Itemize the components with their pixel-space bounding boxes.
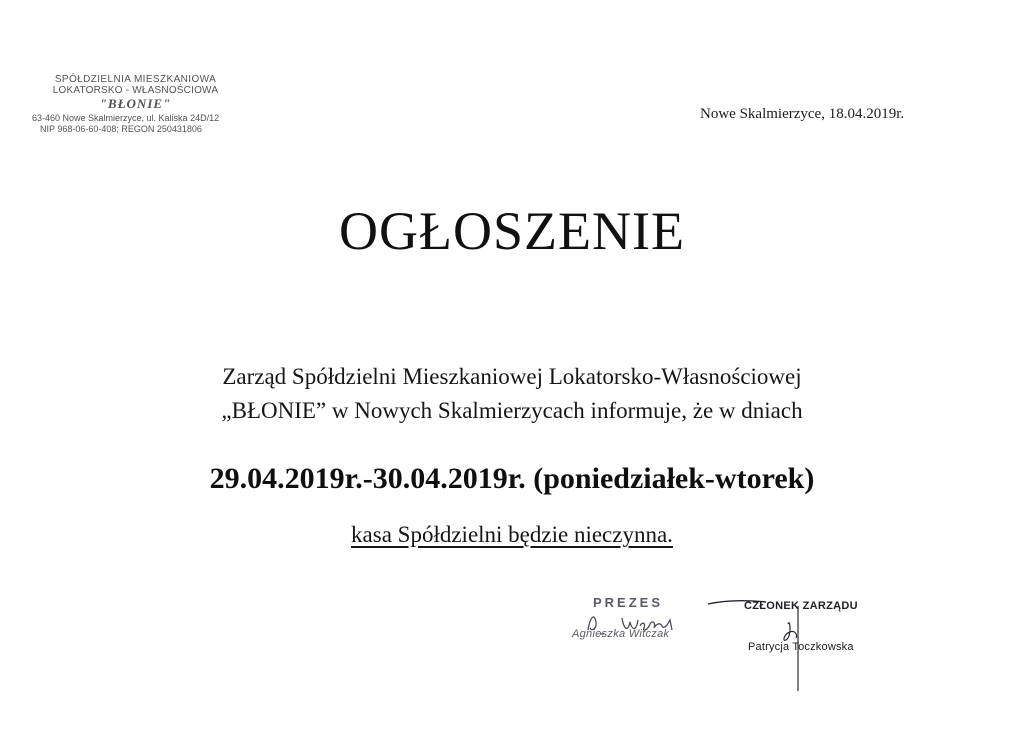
stamp-line-tax-ids: NIP 968-06-60-408; REGON 250431806 (40, 124, 202, 134)
body-line-1: Zarząd Spółdzielni Mieszkaniowej Lokatorsko-Własnościowej (222, 364, 802, 389)
president-signature-stamp (560, 590, 700, 650)
company-stamp (28, 74, 243, 135)
president-name: Agnieszka Witczak (572, 628, 670, 640)
body-line-2: „BŁONIE” w Nowych Skalmierzycach informuje, że w dniach (221, 398, 803, 423)
stamp-line-type: LOKATORSKO - WŁASNOŚCIOWA (52, 85, 219, 96)
stamp-line-name: "BŁONIE" (99, 96, 172, 111)
president-role: PREZES (593, 595, 664, 610)
announcement-body (0, 360, 1024, 428)
board-member-signature-stamp (706, 596, 876, 691)
board-member-role: CZŁONEK ZARZĄDU (744, 600, 858, 612)
document-date: Nowe Skalmierzyce, 18.04.2019r. (700, 106, 905, 122)
closure-notice (0, 522, 1024, 548)
stamp-line-address: 63-460 Nowe Skalmierzyce, ul. Kaliska 24D/12 (32, 113, 220, 123)
closure-dates: 29.04.2019r.-30.04.2019r. (poniedziałek-wtorek) (209, 462, 815, 495)
board-member-name: Patrycja Toczkowska (748, 641, 854, 653)
closure-notice-text: kasa Spółdzielni będzie nieczynna. (351, 522, 673, 547)
page-title: OGŁOSZENIE (339, 201, 685, 261)
stamp-line-cooperative: SPÓŁDZIELNIA MIESZKANIOWA (54, 74, 217, 85)
